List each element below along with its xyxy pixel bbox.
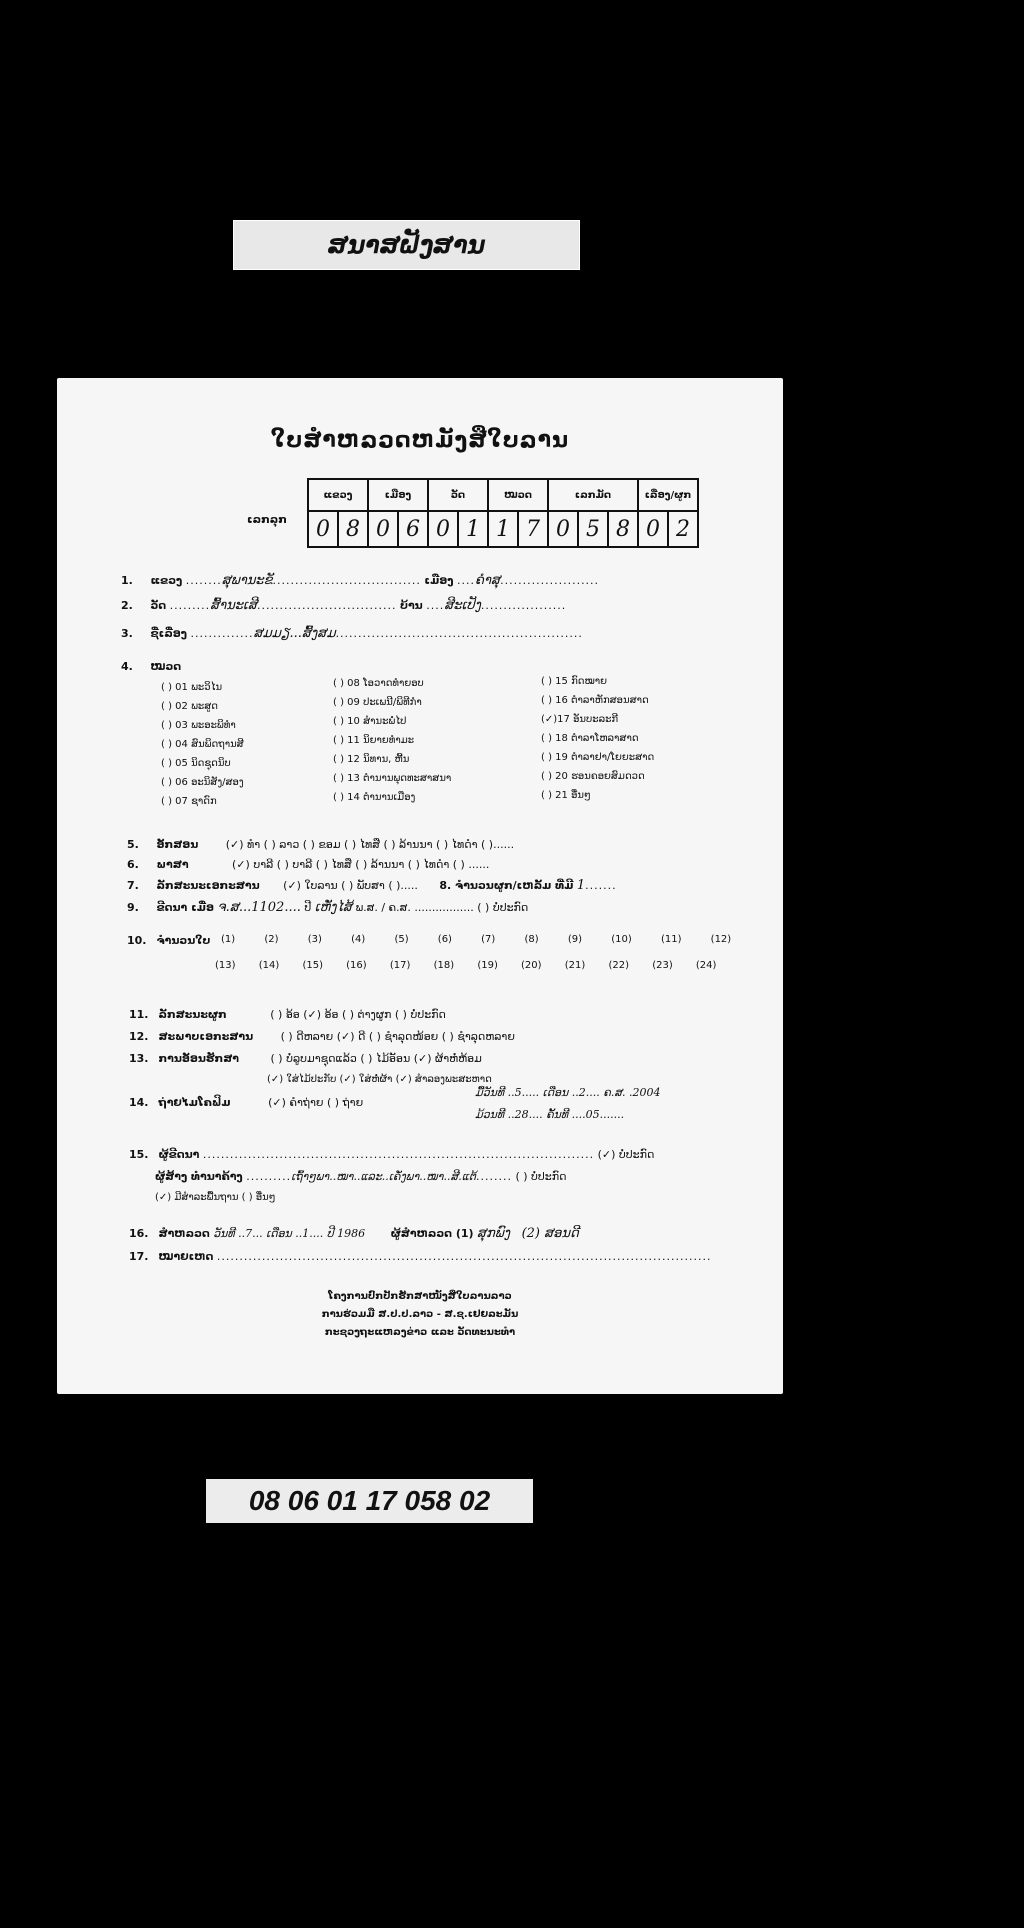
language-options[interactable]: (✓) ບາລີ ( ) ບາລີ ( ) ໄທສື ( ) ລ້ານນາ ( ) ໄທດຳ ( ) ...... (232, 858, 490, 871)
field-language: 6. ພາສາ (✓) ບາລີ ( ) ບາລີ ( ) ໄທສື ( ) ລ້ານນາ ( ) ໄທດຳ ( ) ...... (127, 858, 490, 871)
category-option[interactable]: ( ) 02 ພະສູດ (161, 701, 218, 712)
category-option[interactable]: ( ) 03 ພະອະພິທຳ (161, 720, 236, 731)
top-label: ສນາສຝັງສານ (233, 220, 580, 270)
bundle-count-value: 1 (576, 878, 586, 893)
field-temple: 2. ວັດ .........ສົ້ານະເສີ............................... ບ້ານ ....ສີະເປັງ................... (121, 598, 567, 613)
category-option[interactable]: ( ) 08 ໂອວາດທຳຍອບ (333, 678, 424, 689)
code-header: ເລກມັດ (548, 479, 638, 511)
code-header: ວັດ (428, 479, 488, 511)
leaf-count-row-2[interactable]: (13) (14) (15) (16) (17) (18) (19) (20) (21) (22) (23) (24) (215, 960, 717, 971)
category-option[interactable]: ( ) 18 ຕຳລາໂຫລາສາດ (541, 733, 639, 744)
survey-form-sheet (57, 378, 783, 1394)
preservation-options-2[interactable]: (✓) ໃສ່ໄມ້ປະກັບ (✓) ໃສ່ຫໍ່ຜ້າ (✓) ສຳລອງພະສະຫາດ (267, 1074, 492, 1085)
code-digit: 8 (338, 511, 368, 547)
category-option[interactable]: ( ) 09 ປະເພນີ/ພິທີກໍາ (333, 697, 422, 708)
microfilm-options[interactable]: (✓) ຄຳຖ່າຍ ( ) ຖ່າຍ (268, 1096, 364, 1109)
category-option[interactable]: ( ) 13 ຕຳນານພຸດທະສາສນາ (333, 773, 452, 784)
code-label: ເລກລຸກ (247, 513, 287, 526)
field-title: 3. ຊື່ເລື່ອງ ..............ສມມຽ...ສົ້ງສມ....................................................... (121, 626, 583, 641)
code-table (307, 478, 699, 548)
category-option[interactable]: ( ) 11 ນິຍາຍທຳມະ (333, 735, 415, 746)
category-option[interactable]: ( ) 19 ຕຳລາຢາ/ໂຍຍະສາດ (541, 752, 655, 763)
category-option[interactable]: ( ) 14 ຕຳນານເມືອງ (333, 792, 416, 803)
footer-line: ການຮ່ວມມື ສ.ປ.ປ.ລາວ - ສ.ຊ.ເຢຍລະມັນ (321, 1309, 519, 1320)
preservation-options[interactable]: ( ) ບໍ່ລູບມາຊຸດແລ້ວ ( ) ໄມ້ອັອນ (✓) ຜ້າຫໍ່ຫ້ອມ (270, 1052, 482, 1065)
field-remarks: 17. ໝາຍເຫດ .............................................................................................................. (129, 1250, 712, 1263)
surveyor-1: ສຸກພົງ (477, 1226, 511, 1241)
condition-options[interactable]: ( ) ດີຫລາຍ (✓) ດີ ( ) ຊຳລຸດໜ້ອຍ ( ) ຊຳລຸດຫລາຍ (280, 1030, 515, 1043)
category-option[interactable]: ( ) 05 ນິດຊຸດນິບ (161, 758, 231, 769)
form-footer (57, 1288, 783, 1342)
field-province: 1. ແຂວງ ........ສຸພານະຂັ................................. ເມືອງ ....ຄຳສຸ...................... (121, 573, 600, 588)
category-option[interactable]: ( ) 04 ສົນພິດຖານສີ (161, 739, 244, 750)
category-option[interactable]: ( ) 20 ຮອນຄອຍສົມດວດ (541, 771, 645, 782)
donor-extra-options[interactable]: (✓) ມີສໍາລະພື້ນຖານ ( ) ອື່ນໆ (155, 1192, 276, 1203)
written-era-value: ຈ.ສ...1102.... (217, 900, 301, 915)
category-option[interactable]: ( ) 01 ພະວິໄນ (161, 682, 223, 693)
script-options[interactable]: (✓) ທຳ ( ) ລາວ ( ) ຂອມ ( ) ໄທສື ( ) ລ້ານນາ ( ) ໄທດຳ ( )...... (225, 838, 515, 851)
field-donor: ຜູ້ສ້າງ ທຳນາຄ້າງ ..........ເຖົ້າໆພາ..ໝາ..ແລະ..ເຄັ່ງພາ..ໝາ..ສີ.ແຕ້........ ( ) ບໍ່ປະກົດ (155, 1170, 567, 1183)
written-year-value: ເຫັ່ງໄສ້ (314, 900, 353, 915)
manuscript-title-value: ສມມຽ...ສົ້ງສມ (253, 626, 336, 641)
temple-value: ສົ້ານະເສີ (210, 598, 258, 613)
code-digit: 1 (488, 511, 518, 547)
code-header: ໝວດ (488, 479, 548, 511)
village-value: ສີະເປັງ (444, 598, 481, 613)
field-script: 5. ອັກສອນ (✓) ທຳ ( ) ລາວ ( ) ຂອມ ( ) ໄທສື ( ) ລ້ານນາ ( ) ໄທດຳ ( )...... (127, 838, 515, 851)
code-digit: 5 (578, 511, 608, 547)
code-header: ເລື່ອງ/ຜູກ (638, 479, 698, 511)
microfilm-date: ມື້ວັນທີ ..5..... ເດືອນ ..2.... ຄ.ສ. .2004 (475, 1086, 661, 1099)
leaf-count-row-1[interactable]: (1) (2) (3) (4) (5) (6) (7) (8) (9) (10) (11) (12) (221, 934, 732, 945)
microfilm-reel: ມ້ວນທີ ..28.... ຄັ້ນທີ ....05....... (475, 1108, 625, 1121)
code-digit: 2 (668, 511, 698, 547)
code-digit: 1 (458, 511, 488, 547)
field-scribe: 15. ຜູ້ຂີດນາ ....................................................................................... (✓) ບໍ່ປະກົດ (129, 1148, 655, 1161)
code-digit: 0 (548, 511, 578, 547)
field-document-type: 7. ລັກສະນະເອກະສານ (✓) ໃບລານ ( ) ພັບສາ ( )..... 8. ຈຳນວນຜູກ/ເຫລັ້ມ ທີ່ມີ 1....... (127, 878, 617, 893)
category-option[interactable]: ( ) 06 ອະນິສັງ/ສອງ (161, 777, 244, 788)
field-bundle-form: 11. ລັກສະນະຜູກ ( ) ອ້ອ (✓) ອ້ອ ( ) ຕ່າງຜູກ ( ) ບໍ່ປະກົດ (129, 1008, 446, 1021)
category-option[interactable]: ( ) 07 ຊາດົກ (161, 796, 217, 807)
footer-line: ກະຊວງຖະແຫລງຂ່າວ ແລະ ວັດທະນະທຳ (324, 1327, 516, 1338)
code-digit: 0 (308, 511, 338, 547)
field-microfilm: 14. ຖ່າຍໄມໂຄຟິມ (✓) ຄຳຖ່າຍ ( ) ຖ່າຍ (129, 1096, 364, 1109)
bottom-code-label: 08 06 01 17 058 02 (206, 1479, 533, 1523)
field-category: 4. ໝວດ (121, 660, 182, 673)
category-option[interactable]: (✓)17 ອັນບະລະກີ (541, 714, 619, 725)
field-written-date: 9. ຂີດນາ ເມື່ອ ຈ.ສ...1102.... ປີ ເຫັ່ງໄສ້ ພ.ສ. / ຄ.ສ. ................. ( ) ບໍ່ປະກົດ (127, 900, 529, 915)
category-option[interactable]: ( ) 12 ນິທານ, ຫີ້ນ (333, 754, 410, 765)
code-digit: 0 (428, 511, 458, 547)
code-header: ເມືອງ (368, 479, 428, 511)
code-digit: 0 (368, 511, 398, 547)
code-digit: 0 (638, 511, 668, 547)
field-survey: 16. ສໍາຫລວດ ວັນທີ ..7... ເດືອນ ..1.... ປີ 1986 ຜູ້ສໍາຫລວດ (1) ສຸກພົງ (2) ສອນດີ (129, 1226, 579, 1241)
district-value: ຄຳສຸ (475, 573, 501, 588)
field-leaf-count: 10. ຈຳນວນໃບ (127, 934, 211, 947)
form-title: ໃບສໍາຫລວດຫມັງສືໃບລານ (270, 428, 570, 453)
code-header: ແຂວງ (308, 479, 368, 511)
code-digit: 6 (398, 511, 428, 547)
code-digit: 8 (608, 511, 638, 547)
province-value: ສຸພານະຂັ (221, 573, 273, 588)
survey-date: ວັນທີ ..7... ເດືອນ ..1.... ປີ 1986 (213, 1227, 366, 1240)
category-option[interactable]: ( ) 10 ສຳນະພໍ່ໄປ (333, 716, 407, 727)
category-option[interactable]: ( ) 15 ກົດໝາຍ (541, 676, 608, 687)
footer-line: ໂຄງການປົກປັກຮັກສາໜັງສືໃບລານລາວ (328, 1291, 512, 1302)
document-type-options[interactable]: (✓) ໃບລານ ( ) ພັບສາ ( )..... (283, 879, 418, 892)
category-option[interactable]: ( ) 21 ອື່ນໆ (541, 790, 591, 801)
field-preservation: 13. ການອັອນຮັກສາ ( ) ບໍ່ລູບມາຊຸດແລ້ວ ( ) ໄມ້ອັອນ (✓) ຜ້າຫໍ່ຫ້ອມ (129, 1052, 482, 1065)
code-digit: 7 (518, 511, 548, 547)
donor-value: ເຖົ້າໆພາ..ໝາ..ແລະ..ເຄັ່ງພາ..ໝາ..ສີ.ແຕ້ (291, 1170, 476, 1183)
field-condition: 12. ສະພາບເອກະສານ ( ) ດີຫລາຍ (✓) ດີ ( ) ຊຳລຸດໜ້ອຍ ( ) ຊຳລຸດຫລາຍ (129, 1030, 515, 1043)
bundle-form-options[interactable]: ( ) ອ້ອ (✓) ອ້ອ ( ) ຕ່າງຜູກ ( ) ບໍ່ປະກົດ (270, 1008, 446, 1021)
surveyor-2: (2) ສອນດີ (521, 1226, 579, 1241)
category-option[interactable]: ( ) 16 ຕຳລາຫັກສອນສາດ (541, 695, 649, 706)
